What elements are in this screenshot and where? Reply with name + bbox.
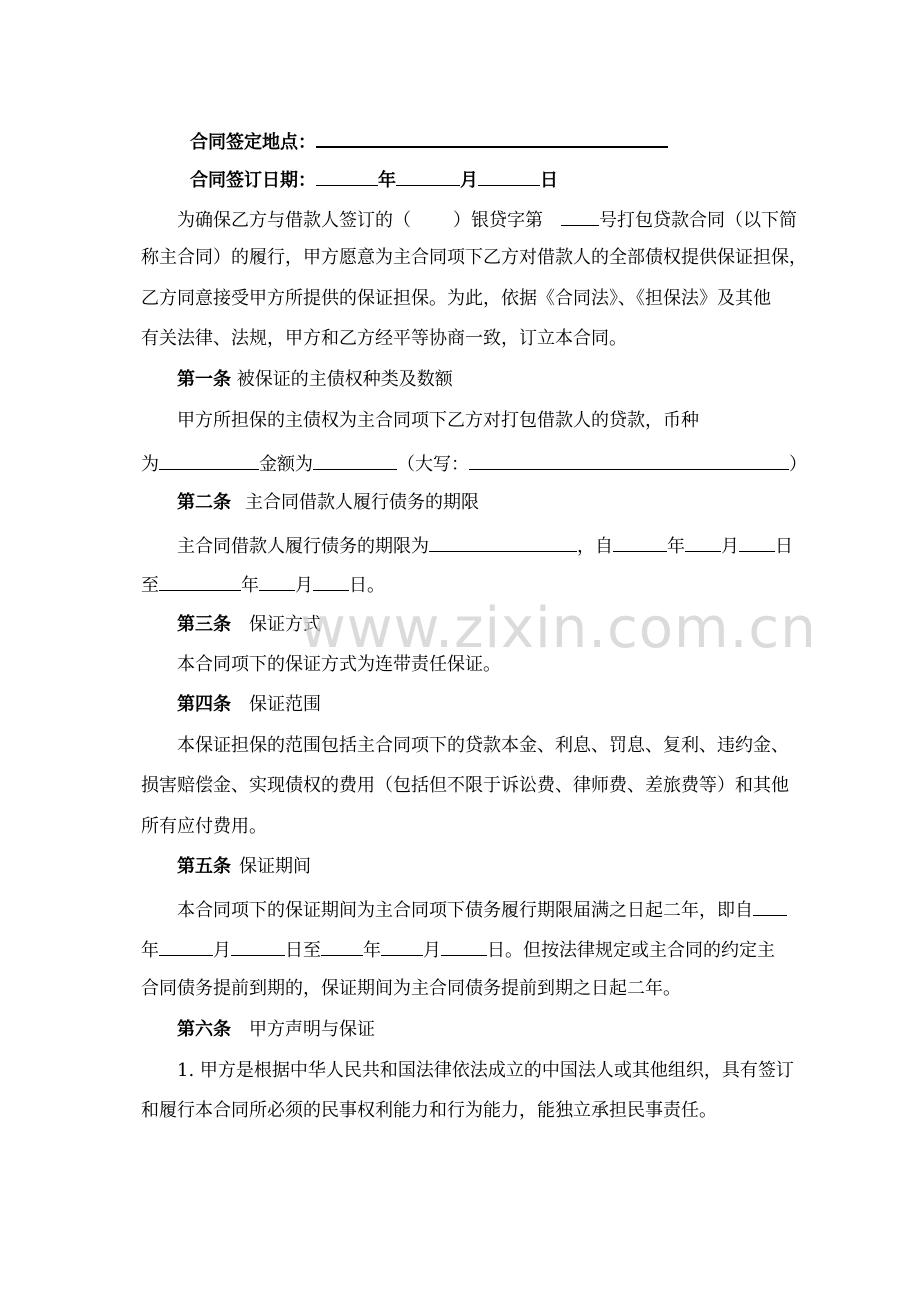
article-5-line-3: 合同债务提前到期的，保证期间为主合同债务提前到期之日起二年。 [141,978,681,999]
article-text: 年 [667,536,685,557]
period-end-day-blank[interactable] [441,937,487,956]
article-text: 月 [721,536,739,557]
article-text: 月 [295,575,313,596]
period-day-blank[interactable] [231,937,285,956]
article-5-line-2 [141,937,775,963]
article-heading: 保证期间 [239,856,311,877]
article-heading: 甲方声明与保证 [249,1019,375,1040]
article-1-line-1: 甲方所担保的主债权为主合同项下乙方对打包借款人的贷款，币种 [177,410,699,431]
sign-date-row [190,167,558,193]
article-text: 月 [423,940,441,961]
intro-line-1 [177,207,797,233]
article-heading: 被保证的主债权种类及数额 [236,369,453,390]
article-text: 日。但按法律规定或主合同的约定主 [487,940,775,961]
intro-text: 号打包贷款合同（以下简 [599,210,797,231]
article-text: ） [789,454,807,475]
sign-year-blank[interactable] [316,167,378,186]
year-label: 年 [378,170,396,191]
amount-in-words-blank[interactable] [469,451,789,470]
article-5-heading [177,855,311,879]
article-title: 第一条 [177,369,231,390]
article-1-line-2 [141,451,807,477]
term-start-day-blank[interactable] [739,533,775,552]
period-end-year-blank[interactable] [321,937,363,956]
article-4-heading [177,693,321,717]
article-text: 日 [775,536,793,557]
day-label: 日 [540,170,558,191]
period-start-blank[interactable] [753,897,787,916]
article-text: 金额为 [259,454,313,475]
article-2-line-1 [177,533,793,559]
article-text: 年 [363,940,381,961]
sign-place-label: 合同签定地点： [190,132,316,153]
article-title: 第二条 [177,492,231,513]
article-6-line-2: 和履行本合同所必须的民事权利能力和行为能力，能独立承担民事责任。 [141,1100,717,1121]
intro-text: ）银贷字第 [453,210,543,231]
sign-month-blank[interactable] [396,167,460,186]
article-text: 主合同借款人履行债务的期限为 [177,536,429,557]
intro-line-3: 乙方同意接受甲方所提供的保证担保。为此，依据《合同法》、《担保法》及其他 [141,288,771,309]
article-title: 第五条 [177,856,231,877]
article-text: 至 [141,575,159,596]
term-end-year-blank[interactable] [159,572,241,591]
term-start-month-blank[interactable] [685,533,721,552]
period-end-month-blank[interactable] [381,937,423,956]
term-blank[interactable] [429,533,577,552]
article-text: 年 [141,940,159,961]
article-text: ，自 [577,536,613,557]
sign-place-blank[interactable] [316,128,668,148]
article-title: 第六条 [177,1019,231,1040]
article-4-line-1: 本保证担保的范围包括主合同项下的贷款本金、利息、罚息、复利、违约金、 [177,735,789,756]
term-end-day-blank[interactable] [313,572,349,591]
article-title: 第四条 [177,694,231,715]
article-2-heading [177,491,479,515]
article-5-line-1 [177,897,787,923]
intro-text: 为确保乙方与借款人签订的（ [177,210,411,231]
month-label: 月 [460,170,478,191]
term-start-year-blank[interactable] [613,533,667,552]
loan-number-blank[interactable] [561,207,599,226]
article-text: 日。 [349,575,385,596]
article-title: 第三条 [177,614,231,635]
article-4-line-3: 所有应付费用。 [141,816,267,837]
article-heading: 主合同借款人履行债务的期限 [245,492,479,513]
article-2-line-2 [141,572,385,598]
article-4-line-2: 损害赔偿金、实现债权的费用（包括但不限于诉讼费、律师费、差旅费等）和其他 [141,775,789,796]
article-heading: 保证范围 [249,694,321,715]
article-1-heading [177,368,453,392]
amount-blank[interactable] [313,451,397,470]
currency-blank[interactable] [159,451,259,470]
article-text: （大写： [397,454,469,475]
article-text: 为 [141,454,159,475]
term-end-month-blank[interactable] [259,572,295,591]
intro-line-2: 称主合同）的履行，甲方愿意为主合同项下乙方对借款人的全部债权提供保证担保， [141,247,807,268]
sign-place-row [190,128,668,155]
article-heading: 保证方式 [249,614,321,635]
sign-day-blank[interactable] [478,167,540,186]
article-3-line-1: 本合同项下的保证方式为连带责任保证。 [177,654,501,675]
article-text: 年 [241,575,259,596]
intro-line-4: 有关法律、法规，甲方和乙方经平等协商一致，订立本合同。 [141,328,627,349]
article-text: 月 [213,940,231,961]
article-6-line-1: 1. 甲方是根据中华人民共和国法律依法成立的中国法人或其他组织，具有签订 [177,1060,794,1081]
watermark: www.zixin.com.cn [300,596,817,661]
article-text: 本合同项下的保证期间为主合同项下债务履行期限届满之日起二年，即自 [177,900,753,921]
article-text: 日至 [285,940,321,961]
period-month-blank[interactable] [159,937,213,956]
sign-date-label: 合同签订日期： [190,170,316,191]
article-6-heading [177,1018,375,1042]
